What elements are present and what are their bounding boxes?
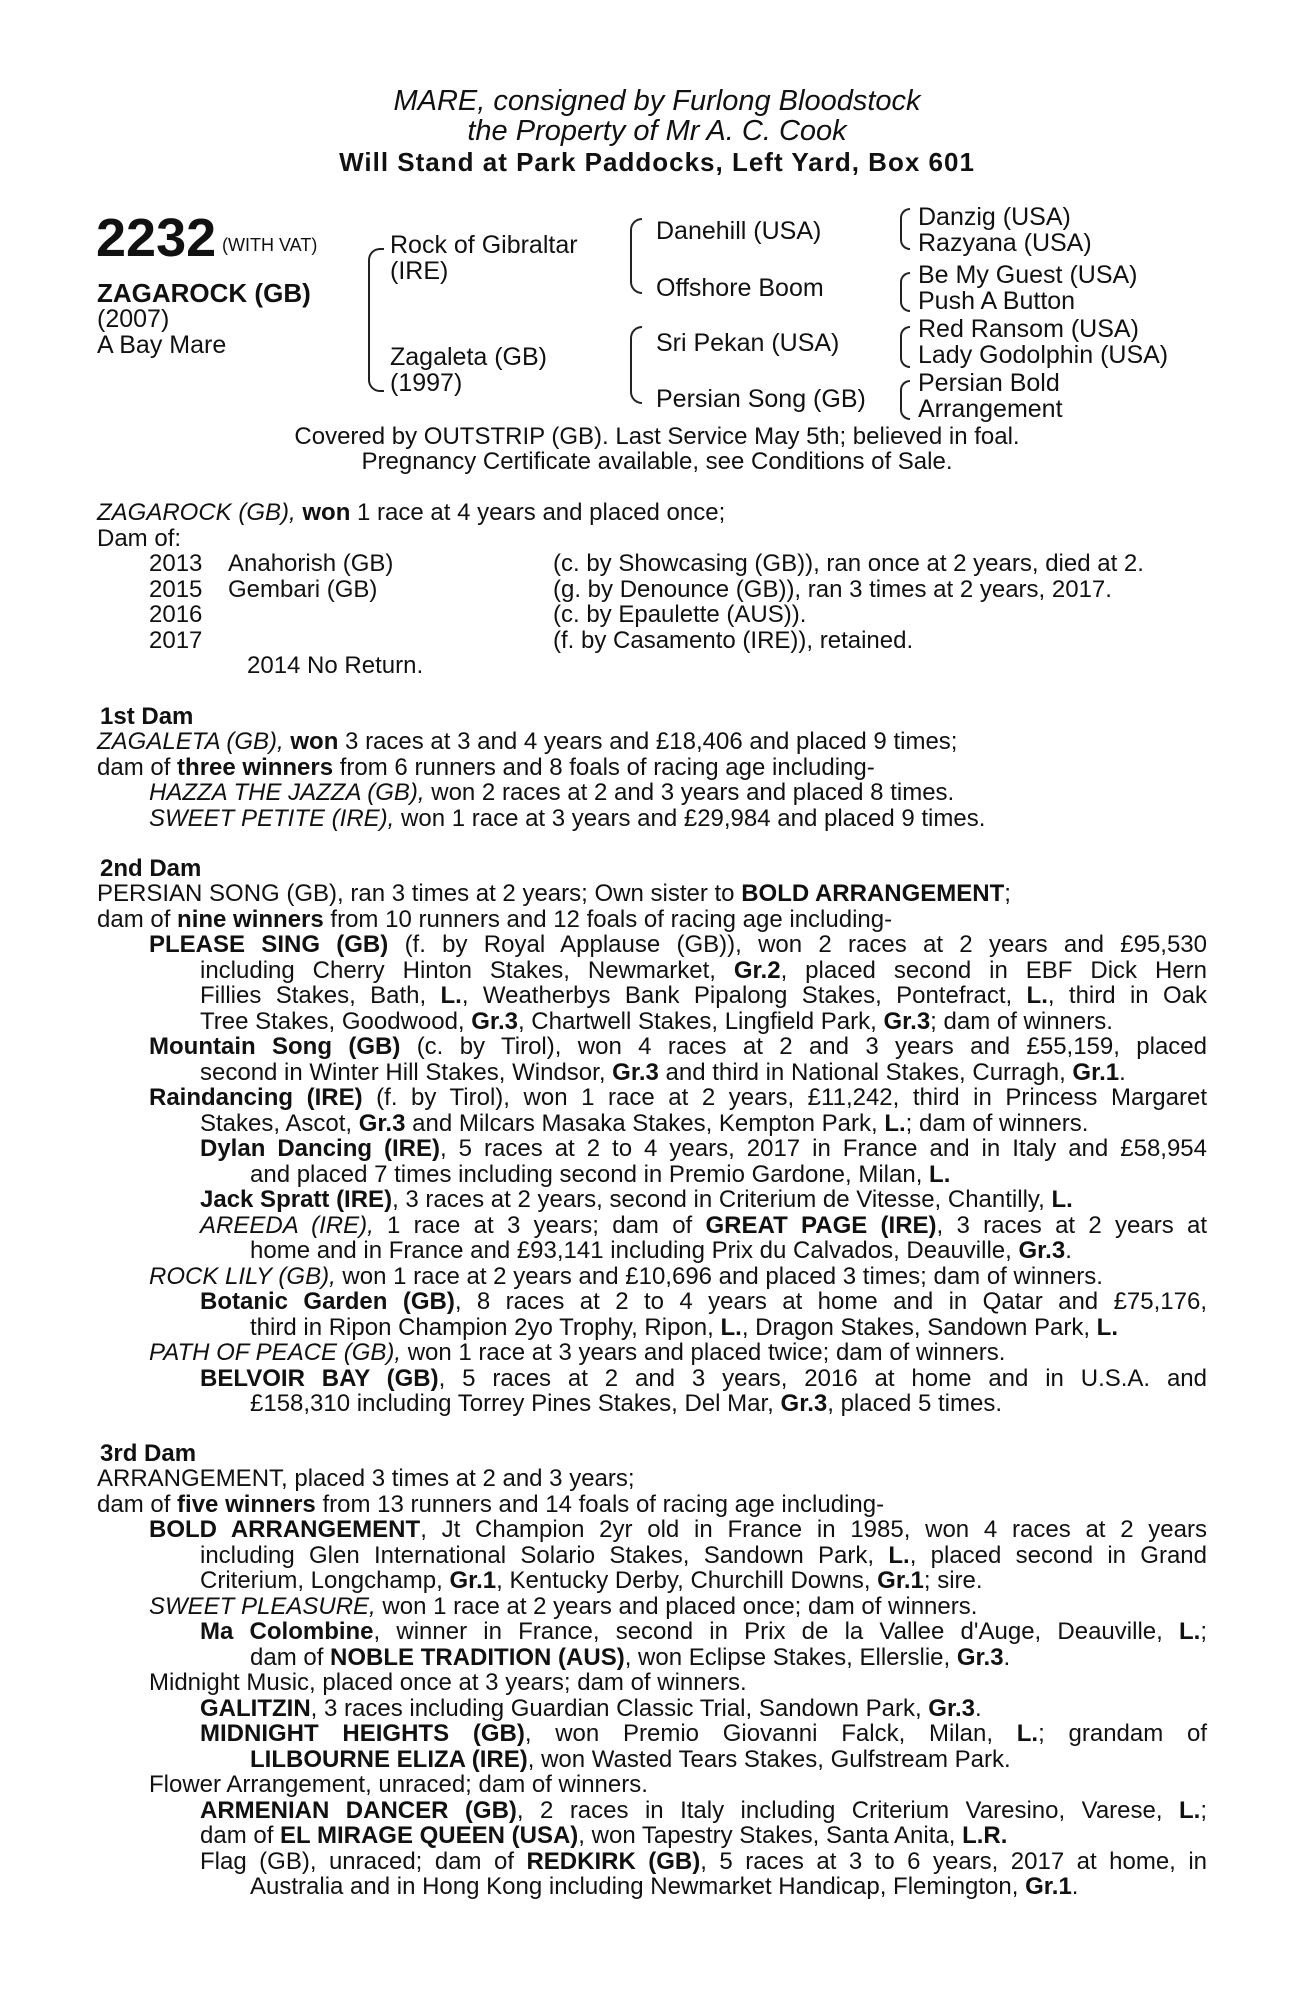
pedigree-sire-dam: Offshore Boom (656, 274, 824, 302)
produce-row (97, 551, 1207, 577)
third-dam-line (97, 1594, 1207, 1620)
record-text: 3 races at 3 and 4 years and £18,406 and placed 9 times; (345, 728, 958, 755)
produce-name: Anahorish (GB) (228, 550, 394, 577)
record-text: ; (1004, 880, 1011, 907)
pedigree-gen3-8: Arrangement (918, 395, 1063, 423)
second-dam-line (97, 1034, 1207, 1060)
progeny-name: SWEET PLEASURE, (149, 1592, 376, 1620)
pedigree-dam-dam: Persian Song (GB) (656, 385, 866, 413)
produce-intro-won: won (302, 499, 351, 526)
produce-intro-record: 1 race at 4 years and placed once; (357, 499, 726, 526)
record-text: Stakes, Ascot, (200, 1109, 353, 1137)
grade-label: L. (884, 1109, 906, 1137)
first-dam-line (97, 780, 1207, 806)
horse-bold: PLEASE SING (GB) (149, 931, 389, 958)
grade-label: L. (1179, 1796, 1201, 1824)
grade-label: Gr.1 (449, 1567, 497, 1594)
lot-number: 2232 (96, 208, 217, 268)
record-text: Australia and in Hong Kong including Newmarket Handicap, Flemington, (250, 1873, 1019, 1900)
record-text: dam of (200, 1822, 274, 1849)
second-dam-section (97, 881, 1207, 1417)
second-dam-line (97, 1085, 1207, 1111)
record-text: £158,310 including Torrey Pines Stakes, Del Mar, (250, 1390, 774, 1417)
won-label: won (290, 728, 339, 755)
second-dam-line (97, 1162, 1207, 1188)
pedigree-sire-country: (IRE) (390, 257, 449, 285)
record-text: . (1003, 1643, 1011, 1671)
grade-label: L. (1179, 1618, 1201, 1645)
grade-label: Gr.3 (358, 1109, 406, 1137)
second-dam-line (97, 983, 1207, 1009)
horse-bold: BELVOIR BAY (GB) (200, 1364, 439, 1392)
first-dam-section (97, 729, 1207, 831)
pedigree-gen3-2: Razyana (USA) (918, 229, 1092, 257)
record-text: dam of (250, 1643, 324, 1671)
pedigree-bracket-main (368, 248, 384, 392)
produce-row (97, 577, 1207, 603)
grade-label: L. (1051, 1186, 1073, 1213)
record-text: (c. by Tirol), won 4 races at 2 and 3 years and £55,159, placed (416, 1033, 1207, 1060)
grade-label: Gr.3 (928, 1694, 975, 1722)
third-dam-line (97, 1747, 1207, 1773)
record-text: Flag (GB), unraced; dam of (200, 1847, 514, 1875)
record-text: , 3 races at 2 years at (936, 1211, 1208, 1239)
grade-label: L. (440, 982, 462, 1009)
second-dam-line (97, 1238, 1207, 1264)
record-text: . (1071, 1873, 1079, 1900)
horse-bold: Botanic Garden (GB) (200, 1288, 455, 1315)
record-text: third in Ripon Champion 2yo Trophy, Ripon, (250, 1313, 714, 1341)
record-text: , Weatherbys Bank Pipalong Stakes, Pontefract, (461, 982, 1013, 1009)
record-text: 1 race at 3 years; dam of (387, 1211, 693, 1239)
record-text: , third in Oak (1047, 982, 1208, 1009)
third-dam-line (97, 1696, 1207, 1722)
pedigree-sire: Rock of Gibraltar (390, 231, 578, 259)
pedigree-bracket-g2 (900, 272, 910, 312)
record-text: won 1 race at 2 years and placed once; dam of winners. (382, 1592, 978, 1620)
horse-name: ZAGAROCK (GB) (97, 278, 311, 308)
record-text: from 10 runners and 12 foals of racing age including- (330, 905, 893, 933)
horse-bold: GALITZIN (200, 1694, 311, 1722)
produce-year: 2016 (149, 601, 203, 628)
grade-label: Gr.2 (733, 956, 781, 984)
third-dam-line (97, 1721, 1207, 1747)
third-dam-line (97, 1823, 1207, 1849)
pedigree-gen3-7: Persian Bold (918, 369, 1060, 397)
record-text: Tree Stakes, Goodwood, (200, 1007, 465, 1035)
horse-bold: Dylan Dancing (IRE) (200, 1135, 441, 1162)
dam-name: ZAGALETA (GB), (97, 728, 284, 755)
grade-label: Gr.3 (612, 1058, 659, 1086)
stabling-line: Will Stand at Park Paddocks, Left Yard, Box 601 (339, 147, 975, 177)
grade-label: Gr.3 (780, 1390, 828, 1417)
grade-label: Gr.3 (956, 1643, 1004, 1671)
horse-bold: EL MIRAGE QUEEN (USA) (280, 1822, 579, 1849)
record-text: , 5 races at 2 and 3 years, 2016 at home and in U.S.A. and (438, 1364, 1208, 1392)
first-dam-heading: 1st Dam (100, 703, 194, 730)
second-dam-heading: 2nd Dam (100, 855, 202, 882)
produce-intro-name: ZAGAROCK (GB), (97, 499, 296, 526)
record-text: dam of (97, 1490, 171, 1518)
third-dam-line: Midnight Music, placed once at 3 years; dam of winners. (149, 1669, 747, 1696)
record-text: won 1 race at 3 years and £29,984 and placed 9 times. (401, 804, 986, 832)
produce-name: Gembari (GB) (228, 575, 378, 603)
progeny-name: HAZZA THE JAZZA (GB), (149, 779, 425, 806)
record-text: and placed 7 times including second in Premio Gardone, Milan, (250, 1160, 923, 1188)
horse-bold: Ma Colombine (200, 1618, 374, 1645)
pedigree-bracket-g4 (900, 380, 910, 420)
second-dam-line (97, 1289, 1207, 1315)
horse-year: (2007) (97, 305, 170, 333)
horse-bold: NOBLE TRADITION (AUS) (330, 1643, 625, 1671)
horse-bold: REDKIRK (GB) (526, 1847, 701, 1875)
record-text: , placed second in EBF Dick Hern (780, 956, 1208, 984)
third-dam-line (97, 1798, 1207, 1824)
grade-label: Gr.1 (1072, 1058, 1120, 1086)
pregnancy-line: Pregnancy Certificate available, see Conditions of Sale. (361, 448, 953, 475)
record-text: won 1 race at 2 years and £10,696 and placed 3 times; dam of winners. (342, 1262, 1103, 1290)
record-text: and Milcars Masaka Stakes, Kempton Park, (412, 1109, 878, 1137)
third-dam-heading: 3rd Dam (100, 1440, 197, 1467)
record-text: , won Tapestry Stakes, Santa Anita, (578, 1822, 956, 1849)
record-text: , 5 races at 3 to 6 years, 2017 at home, in (700, 1847, 1207, 1875)
grade-label: Gr.1 (1025, 1873, 1072, 1900)
second-dam-line (97, 1315, 1207, 1341)
dam-of-label: Dam of: (97, 524, 182, 552)
property-line: the Property of Mr A. C. Cook (467, 115, 847, 147)
record-text: , 2 races in Italy including Criterium Varesino, Varese, (516, 1796, 1163, 1824)
covered-line: Covered by OUTSTRIP (GB). Last Service May 5th; believed in foal. (294, 423, 1020, 450)
pedigree-gen3-4: Push A Button (918, 287, 1076, 315)
record-text: , 8 races at 2 to 4 years at home and in Qatar and £75,176, (454, 1288, 1207, 1315)
horse-bold: MIDNIGHT HEIGHTS (GB) (200, 1720, 525, 1747)
produce-year: 2013 (149, 550, 203, 577)
second-dam-line (97, 932, 1207, 958)
record-text: ; (1200, 1796, 1207, 1824)
record-text: , won Eclipse Stakes, Ellerslie, (624, 1643, 951, 1671)
record-text: including Cherry Hinton Stakes, Newmarket, (200, 956, 716, 984)
second-dam-line (97, 1213, 1207, 1239)
produce-section (97, 500, 1207, 679)
second-dam-line (97, 1187, 1207, 1213)
produce-info: (f. by Casamento (IRE)), retained. (553, 626, 914, 654)
grade-label: L. (1096, 1313, 1118, 1341)
third-dam-line (97, 1568, 1207, 1594)
second-dam-line (97, 1366, 1207, 1392)
record-text: second in Winter Hill Stakes, Windsor, (200, 1058, 606, 1086)
third-dam-line: Flower Arrangement, unraced; dam of winners. (149, 1771, 648, 1798)
horse-bold: ARMENIAN DANCER (GB) (200, 1796, 517, 1824)
third-dam-line (97, 1492, 1207, 1518)
produce-info: (g. by Denounce (GB)), ran 3 times at 2 years, 2017. (553, 575, 1112, 603)
produce-name (228, 602, 553, 628)
horse-description: A Bay Mare (97, 331, 227, 359)
produce-year: 2017 (149, 626, 203, 654)
pedigree-dam-year: (1997) (390, 369, 463, 397)
consignor-line: MARE, consigned by Furlong Bloodstock (393, 85, 921, 117)
record-text: . (1065, 1237, 1072, 1264)
record-text: . (975, 1694, 982, 1722)
record-text: (f. by Royal Applause (GB)), won 2 races at 2 years and £95,530 (404, 931, 1207, 958)
third-dam-line (97, 1874, 1207, 1900)
second-dam-line (97, 1136, 1207, 1162)
record-text: , won Premio Giovanni Falck, Milan, (524, 1720, 994, 1747)
record-text: from 6 runners and 8 foals of racing age including- (339, 753, 875, 781)
grade-label: L. (1026, 982, 1048, 1009)
pedigree-dam: Zagaleta (GB) (390, 343, 548, 371)
produce-row (97, 628, 1207, 654)
horse-bold: LILBOURNE ELIZA (IRE) (250, 1745, 528, 1773)
third-dam-line: ARRANGEMENT, placed 3 times at 2 and 3 years; (97, 1465, 635, 1492)
record-text: Criterium, Longchamp, (200, 1567, 443, 1594)
horse-bold: BOLD ARRANGEMENT (149, 1516, 421, 1543)
third-dam-line (97, 1849, 1207, 1875)
horse-bold: Raindancing (IRE) (149, 1084, 363, 1111)
second-dam-line (97, 1111, 1207, 1137)
pedigree-sire-sire: Danehill (USA) (656, 217, 822, 245)
record-text: Fillies Stakes, Bath, (200, 982, 427, 1009)
progeny-name: ROCK LILY (GB), (149, 1262, 336, 1290)
produce-info: (c. by Showcasing (GB)), ran once at 2 years, died at 2. (553, 550, 1144, 577)
horse-bold: BOLD ARRANGEMENT (741, 880, 1005, 907)
second-dam-line (97, 1391, 1207, 1417)
record-text: won 1 race at 3 years and placed twice; dam of winners. (407, 1339, 1006, 1366)
horse-bold: Mountain Song (GB) (149, 1033, 401, 1060)
pedigree-bracket-g1 (900, 208, 910, 250)
third-dam-line (97, 1517, 1207, 1543)
record-text: , won Wasted Tears Stakes, Gulfstream Park. (527, 1745, 1011, 1773)
second-dam-line (97, 907, 1207, 933)
record-text: , Chartwell Stakes, Lingfield Park, (517, 1007, 877, 1035)
pedigree-bracket-sire (630, 218, 642, 294)
winners-count: three winners (177, 753, 334, 781)
record-text: ; grandam of (1038, 1720, 1207, 1747)
record-text: home and in France and £93,141 including Prix du Calvados, Deauville, (250, 1237, 1012, 1264)
record-text: . (1119, 1058, 1126, 1086)
record-text: , Kentucky Derby, Churchill Downs, (496, 1567, 871, 1594)
pedigree-bracket-dam (630, 326, 642, 404)
pedigree-gen3-5: Red Ransom (USA) (918, 315, 1139, 343)
first-dam-line (97, 755, 1207, 781)
record-text: , placed 5 times. (827, 1390, 1002, 1417)
pedigree-dam-sire: Sri Pekan (USA) (656, 329, 840, 357)
grade-label: L. (720, 1313, 742, 1341)
grade-label: L.R. (962, 1822, 1008, 1849)
pedigree-gen3-6: Lady Godolphin (USA) (918, 341, 1169, 369)
record-text: (f. by Tirol), won 1 race at 2 years, £11,242, third in Princess Margaret (376, 1084, 1208, 1111)
record-text: from 13 runners and 14 foals of racing age including- (322, 1490, 885, 1518)
grade-label: Gr.3 (883, 1007, 931, 1035)
third-dam-line (97, 1645, 1207, 1671)
second-dam-line (97, 958, 1207, 984)
record-text: dam of (97, 753, 171, 781)
record-text: and third in National Stakes, Curragh, (665, 1058, 1066, 1086)
second-dam-line (97, 1009, 1207, 1035)
pedigree-gen3-1: Danzig (USA) (918, 203, 1071, 231)
produce-info: (c. by Epaulette (AUS)). (553, 601, 807, 628)
grade-label: Gr.3 (1018, 1237, 1066, 1264)
record-text: , 3 races at 2 years, second in Criterium de Vitesse, Chantilly, (392, 1186, 1045, 1213)
record-text: , winner in France, second in Prix de la Vallee d'Auge, Deauville, (373, 1618, 1163, 1645)
progeny-name: SWEET PETITE (IRE), (149, 804, 395, 832)
progeny-name: AREEDA (IRE), (200, 1211, 374, 1239)
produce-row (97, 602, 1207, 628)
vat-note: (WITH VAT) (222, 235, 318, 255)
record-text: , Jt Champion 2yr old in France in 1985, won 4 races at 2 years (420, 1516, 1207, 1543)
produce-intro (97, 500, 1207, 526)
record-text: PERSIAN SONG (GB), ran 3 times at 2 years; Own sister to (97, 880, 735, 907)
progeny-name: PATH OF PEACE (GB), (149, 1339, 402, 1366)
horse-bold: GREAT PAGE (IRE) (705, 1211, 937, 1239)
record-text: dam of (97, 905, 171, 933)
record-text: including Glen International Solario Stakes, Sandown Park, (200, 1541, 875, 1569)
record-text: ; dam of winners. (905, 1109, 1089, 1137)
record-text: , Dragon Stakes, Sandown Park, (741, 1313, 1090, 1341)
record-text: ; (1200, 1618, 1207, 1645)
second-dam-line (97, 881, 1207, 907)
record-text: , 3 races including Guardian Classic Trial, Sandown Park, (310, 1694, 922, 1722)
horse-bold: Jack Spratt (IRE) (200, 1186, 393, 1213)
pedigree-bracket-g3 (900, 326, 910, 368)
grade-label: L. (1016, 1720, 1039, 1747)
winners-count: nine winners (177, 905, 324, 933)
second-dam-line (97, 1264, 1207, 1290)
record-text: ; sire. (923, 1567, 983, 1594)
third-dam-section (97, 1466, 1207, 1900)
record-text: , 5 races at 2 to 4 years, 2017 in France and in Italy and £58,954 (440, 1135, 1208, 1162)
record-text: , placed second in Grand (909, 1541, 1208, 1569)
third-dam-line (97, 1619, 1207, 1645)
pedigree-gen3-3: Be My Guest (USA) (918, 261, 1138, 289)
third-dam-line (97, 1543, 1207, 1569)
grade-label: Gr.1 (877, 1567, 924, 1594)
grade-label: L. (888, 1541, 910, 1569)
grade-label: L. (929, 1160, 951, 1188)
grade-label: Gr.3 (471, 1007, 518, 1035)
record-text: ; dam of winners. (930, 1007, 1113, 1035)
first-dam-line (97, 729, 1207, 755)
produce-name (228, 628, 553, 654)
no-return-line: 2014 No Return. (247, 652, 424, 679)
second-dam-line (97, 1340, 1207, 1366)
winners-count: five winners (177, 1490, 316, 1518)
produce-year: 2015 (149, 575, 203, 603)
first-dam-line (97, 806, 1207, 832)
second-dam-line (97, 1060, 1207, 1086)
record-text: won 2 races at 2 and 3 years and placed 8 times. (431, 779, 955, 806)
